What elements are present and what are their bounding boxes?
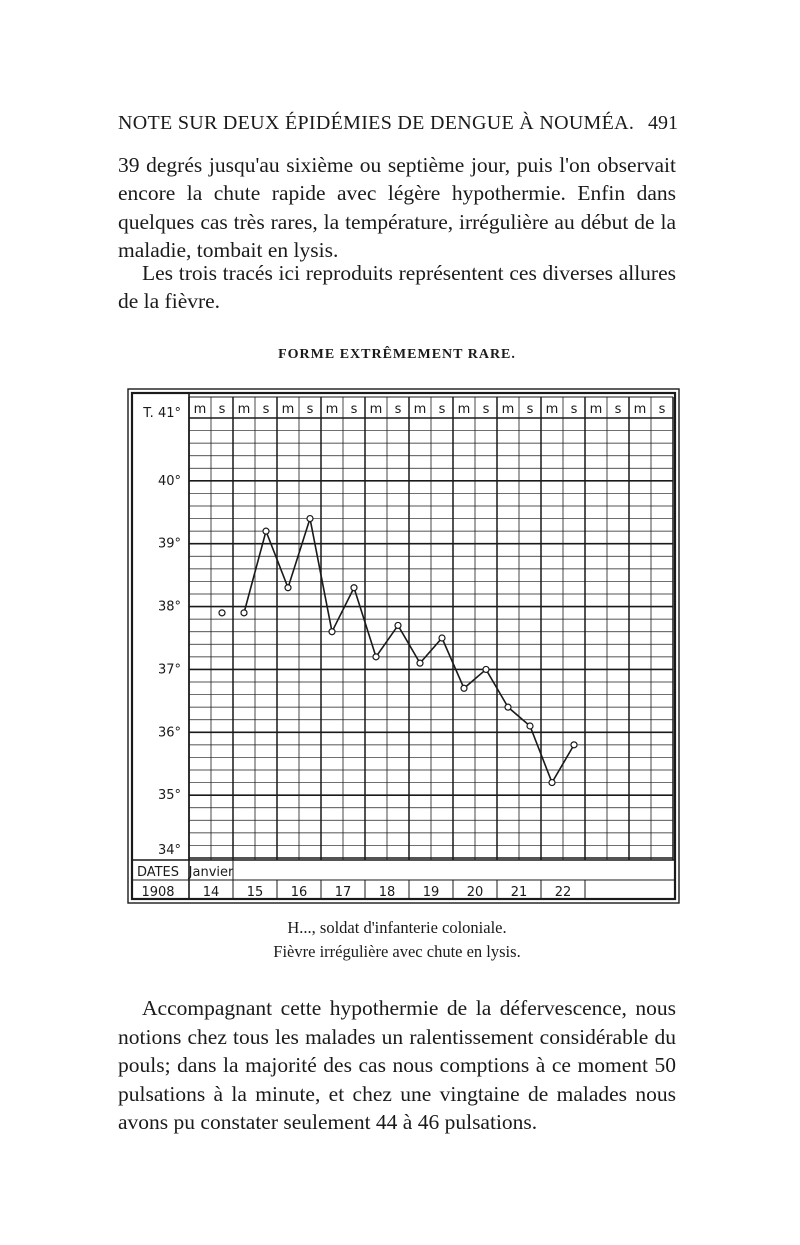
column-label: s — [394, 402, 402, 417]
caption-line-2: Fièvre irrégulière avec chute en lysis. — [273, 942, 521, 961]
y-tick-label: 35° — [157, 788, 181, 804]
chart-title: FORME EXTRÊMEMENT RARE. — [278, 347, 516, 362]
date-label: 17 — [334, 885, 352, 900]
running-title: NOTE SUR DEUX ÉPIDÉMIES DE DENGUE À NOUMÉA. — [118, 112, 635, 134]
chart-inner-frame — [132, 393, 675, 899]
column-label: s — [482, 402, 490, 417]
column-label: m — [369, 402, 383, 417]
paragraph-1: 39 degrés jusqu'au sixième ou septième jour, puis l'on observait encore la chute rapide avec légère hypothermie. Enfin dans quelques cas très rares, la température, irrégulière au début de la maladie, tombait en lysis. — [118, 153, 676, 262]
temperature-point — [417, 660, 423, 666]
temperature-point — [241, 610, 247, 616]
date-label: 19 — [422, 885, 440, 900]
paragraph-2: Les trois tracés ici reproduits représentent ces diverses allures de la fièvre. — [118, 261, 676, 314]
temperature-point — [285, 585, 291, 591]
column-label: s — [350, 402, 358, 417]
column-label: s — [658, 402, 666, 417]
paragraph-3: Accompagnant cette hypothermie de la défervescence, nous notions chez tous les malades un ralentissement considérable du pouls; dans la majorité des cas nous comptions à ce moment 50 pulsations à la minute, et chez une vingtaine de malades nous avons pu constater seulement 44 à 46 pulsations. — [118, 996, 676, 1135]
date-label: 21 — [510, 885, 528, 900]
y-tick-label: 40° — [157, 473, 181, 489]
column-label: m — [501, 402, 515, 417]
month-label: Janvier — [188, 865, 234, 880]
date-label: 18 — [378, 885, 396, 900]
y-tick-label: 39° — [157, 536, 181, 552]
temperature-point — [439, 635, 445, 641]
date-label: 14 — [202, 885, 220, 900]
y-tick-label: 34° — [157, 843, 181, 858]
column-label: s — [262, 402, 270, 417]
date-label: 15 — [246, 885, 264, 900]
column-label: m — [413, 402, 427, 417]
dates-label: DATES — [136, 865, 180, 880]
column-label: s — [218, 402, 226, 417]
temperature-point — [527, 723, 533, 729]
temperature-point — [263, 528, 269, 534]
year-label: 1908 — [141, 885, 175, 900]
column-label: s — [306, 402, 314, 417]
column-label: m — [589, 402, 603, 417]
y-tick-label: 37° — [157, 662, 181, 678]
temperature-point — [505, 704, 511, 710]
column-label: s — [570, 402, 578, 417]
temperature-point — [461, 685, 467, 691]
temperature-point — [373, 654, 379, 660]
temperature-point — [307, 516, 313, 522]
temperature-point — [219, 610, 225, 616]
column-label: s — [438, 402, 446, 417]
date-label: 16 — [290, 885, 308, 900]
column-label: m — [457, 402, 471, 417]
column-label: s — [614, 402, 622, 417]
column-label: m — [545, 402, 559, 417]
y-tick-label: T. 41° — [143, 406, 181, 421]
column-label: s — [526, 402, 534, 417]
temperature-point — [549, 780, 555, 786]
column-label: m — [633, 402, 647, 417]
temperature-point — [329, 629, 335, 635]
temperature-point — [483, 666, 489, 672]
y-tick-label: 38° — [157, 599, 181, 615]
caption-line-1: H..., soldat d'infanterie coloniale. — [287, 918, 507, 937]
temperature-point — [351, 585, 357, 591]
column-label: m — [237, 402, 251, 417]
date-label: 22 — [554, 885, 572, 900]
temperature-point — [571, 742, 577, 748]
column-label: m — [281, 402, 295, 417]
column-label: m — [325, 402, 339, 417]
date-label: 20 — [466, 885, 484, 900]
temperature-point — [395, 622, 401, 628]
column-label: m — [193, 402, 207, 417]
page-number: 491 — [648, 112, 678, 134]
y-tick-label: 36° — [157, 725, 181, 741]
